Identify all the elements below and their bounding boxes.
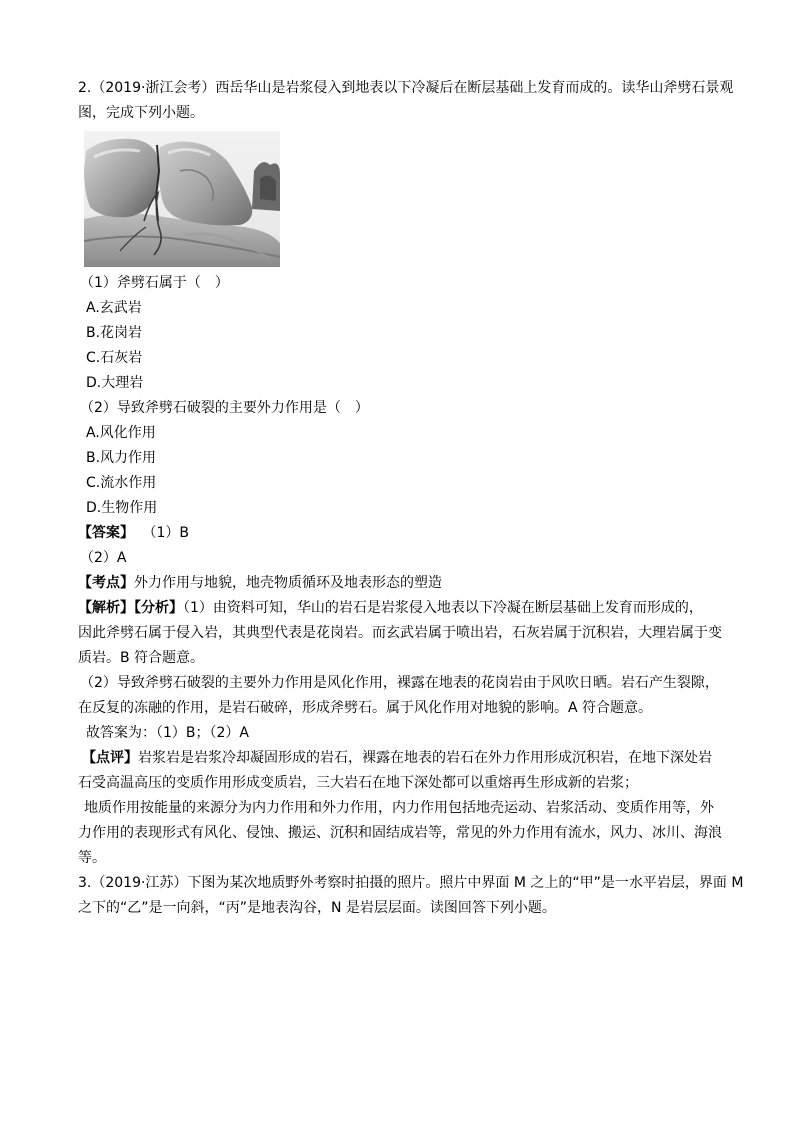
q2-stem-line-2: 图，完成下列小题。: [78, 105, 204, 121]
kaodian-line: [78, 573, 442, 593]
dianping-line-4: 力作用的表现形式有风化、侵蚀、搬运、沉积和固结成岩等，常见的外力作用有流水，风力、冰川、海浪: [78, 825, 722, 841]
kaodian-label: 【考点】: [78, 575, 134, 591]
dianping-text-1: 岩浆岩是岩浆冷却凝固形成的岩石，裸露在地表的岩石在外力作用形成沉积岩，在地下深处岩: [138, 750, 712, 766]
answer-1: （1）B: [142, 525, 189, 541]
jiexi-line-4: （2）导致斧劈石破裂的主要外力作用是风化作用，裸露在地表的花岗岩由于风吹日晒。岩石产生裂隙，: [80, 675, 719, 691]
jiexi-label: 【解析】【分析】: [78, 600, 183, 616]
q3-stem-line-1: 3.（2019·江苏）下图为某次地质野外考察时拍摄的照片。照片中界面 M 之上的“甲”是一水平岩层，界面 M: [78, 875, 744, 891]
q2-sub2-option-a: A.风化作用: [86, 425, 156, 441]
jiexi-line-3: 质岩。B 符合题意。: [78, 650, 205, 666]
dianping-line-1: [82, 748, 712, 768]
kaodian-text: 外力作用与地貌，地壳物质循环及地表形态的塑造: [134, 575, 442, 591]
q2-sub1-question: （1）斧劈石属于（ ）: [80, 275, 229, 291]
dianping-label: 【点评】: [82, 750, 138, 766]
q2-sub1-option-a: A.玄武岩: [86, 300, 142, 316]
q2-sub1-option-d: D.大理岩: [86, 375, 144, 391]
q2-sub2-option-b: B.风力作用: [86, 450, 157, 466]
answer-label: 【答案】: [78, 525, 134, 541]
answer-line-2: （2）A: [80, 550, 127, 566]
q2-stem-line-1: 2.（2019·浙江会考）西岳华山是岩浆侵入到地表以下冷凝后在断层基础上发育而成的。读华山斧劈石景观: [78, 80, 734, 96]
huashan-rock-photo: [84, 131, 280, 267]
jiexi-text-1: （1）由资料可知，华山的岩石是岩浆侵入地表以下冷凝在断层基础上发育而形成的，: [183, 600, 703, 616]
jiexi-line-1: [78, 598, 703, 618]
dianping-line-5: 等。: [78, 850, 106, 866]
q2-sub2-option-c: C.流水作用: [86, 475, 157, 491]
jiexi-line-5: 在反复的冻融的作用，是岩石破碎，形成斧劈石。属于风化作用对地貌的影响。A 符合题意。: [78, 700, 653, 716]
q2-sub1-option-c: C.石灰岩: [86, 350, 143, 366]
jiexi-line-2: 因此斧劈石属于侵入岩，其典型代表是花岗岩。而玄武岩属于喷出岩，石灰岩属于沉积岩，大理岩属于变: [78, 625, 722, 641]
jiexi-line-6: 故答案为：（1）B；（2）A: [86, 725, 249, 741]
dianping-line-2: 石受高温高压的变质作用形成变质岩，三大岩石在地下深处都可以重熔再生形成新的岩浆；: [78, 775, 638, 791]
answer-line-1: [78, 523, 189, 543]
q3-stem-line-2: 之下的“乙”是一向斜，“丙”是地表沟谷，N 是岩层层面。读图回答下列小题。: [78, 900, 556, 916]
dianping-line-3: 地质作用按能量的来源分为内力作用和外力作用，内力作用包括地壳运动、岩浆活动、变质作用等，外: [84, 800, 714, 816]
q2-sub2-question: （2）导致斧劈石破裂的主要外力作用是（ ）: [80, 400, 369, 416]
q2-sub1-option-b: B.花岗岩: [86, 325, 143, 341]
q2-sub2-option-d: D.生物作用: [86, 500, 158, 516]
